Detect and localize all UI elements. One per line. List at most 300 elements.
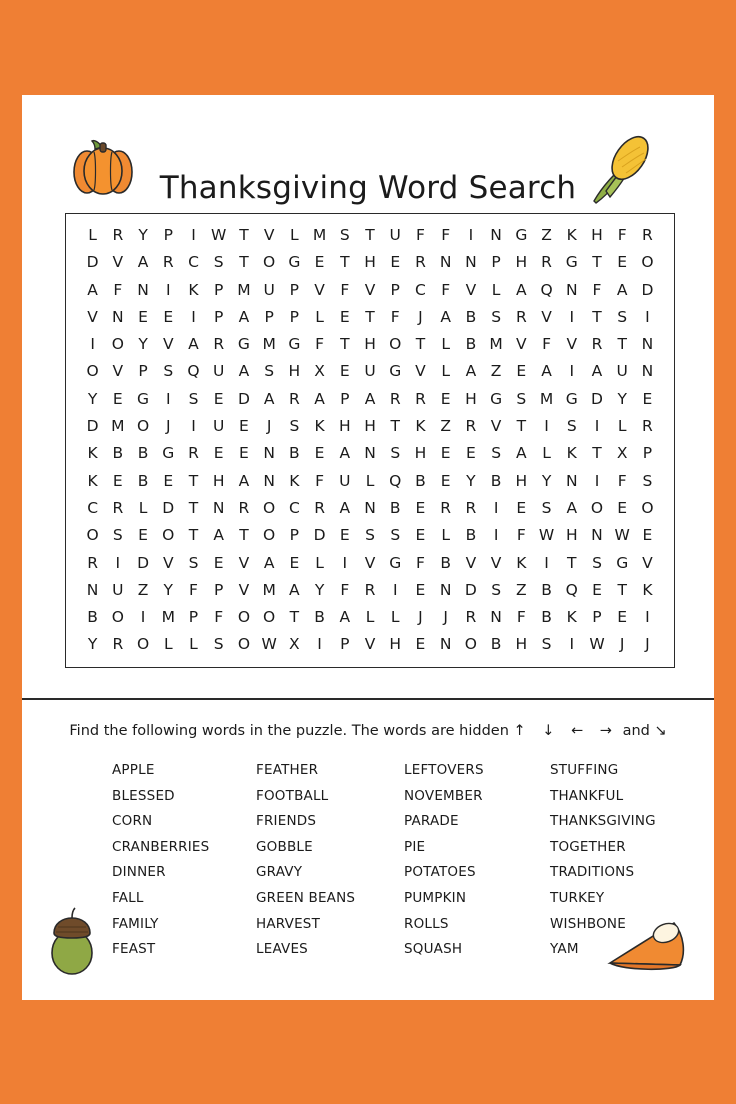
word-list-item: YAM: [550, 941, 579, 958]
grid-cell: I: [569, 362, 575, 381]
grid-cell: N: [565, 471, 578, 490]
grid-cell: W: [614, 526, 630, 545]
grid-cell: I: [594, 417, 600, 436]
grid-cell: V: [87, 307, 98, 326]
grid-cell: E: [617, 608, 628, 627]
grid-cell: E: [642, 526, 653, 545]
grid-cell: P: [289, 526, 300, 545]
grid-cell: E: [516, 498, 527, 517]
word-list-item: TOGETHER: [550, 838, 626, 855]
grid-cell: R: [314, 498, 325, 517]
grid-cell: A: [339, 498, 351, 517]
grid-cell: H: [389, 635, 402, 654]
grid-cell: U: [389, 226, 401, 244]
grid-cell: V: [642, 553, 653, 572]
grid-cell: F: [592, 280, 602, 299]
grid-cell: I: [342, 553, 348, 572]
grid-cell: I: [191, 307, 196, 326]
grid-cell: L: [163, 635, 173, 654]
grid-cell: S: [491, 444, 502, 463]
grid-cell: F: [189, 580, 198, 599]
grid-cell: A: [516, 444, 527, 463]
grid-cell: B: [289, 444, 300, 463]
grid-cell: I: [115, 553, 121, 572]
grid-cell: I: [594, 471, 600, 490]
grid-cell: T: [188, 526, 199, 545]
grid-cell: W: [589, 635, 605, 654]
grid-cell: S: [289, 417, 300, 436]
grid-cell: Y: [314, 580, 325, 599]
grid-cell: G: [137, 389, 150, 408]
grid-cell: G: [565, 253, 578, 272]
grid-cell: E: [112, 389, 123, 408]
word-list: [90, 758, 674, 963]
word-list-column: [236, 758, 380, 963]
grid-cell: I: [645, 307, 650, 326]
grid-cell: R: [465, 498, 477, 517]
grid-cell: T: [188, 471, 199, 490]
grid-cell: I: [165, 389, 171, 408]
grid-cell: R: [642, 226, 653, 244]
grid-cell: E: [440, 471, 451, 490]
grid-cell: Y: [617, 389, 627, 408]
grid-cell: A: [263, 553, 275, 572]
grid-cell: Y: [163, 580, 173, 599]
grid-cell: I: [140, 608, 146, 627]
grid-cell: A: [263, 389, 275, 408]
grid-cell: I: [90, 335, 95, 354]
grid-cell: N: [86, 580, 99, 599]
grid-cell: N: [212, 498, 225, 517]
grid-cell: F: [390, 307, 400, 326]
grid-cell: F: [441, 280, 451, 299]
grid-cell: H: [364, 253, 376, 272]
grid-cell: M: [262, 580, 276, 599]
grid-cell: N: [137, 280, 149, 299]
word-list-item: TRADITIONS: [550, 864, 635, 881]
grid-cell: S: [566, 417, 577, 436]
grid-cell: Z: [137, 580, 149, 599]
grid-cell: C: [415, 280, 426, 299]
word-list-item: FOOTBALL: [256, 787, 329, 804]
acorn-icon: [42, 905, 102, 977]
grid-cell: E: [213, 389, 224, 408]
grid-cell: Q: [540, 280, 553, 299]
grid-cell: I: [191, 417, 196, 436]
grid-cell: R: [188, 444, 199, 463]
grid-cell: R: [112, 635, 124, 654]
grid-cell: O: [641, 498, 654, 517]
grid-cell: O: [263, 498, 276, 517]
grid-cell: M: [312, 226, 327, 244]
grid-cell: S: [642, 471, 653, 490]
grid-cell: A: [314, 389, 325, 408]
grid-cell: E: [138, 526, 148, 545]
word-list-item: WISHBONE: [550, 915, 626, 932]
grid-cell: E: [516, 362, 527, 381]
grid-cell: Z: [516, 580, 527, 599]
grid-cell: B: [415, 471, 426, 490]
grid-cell: U: [213, 417, 225, 436]
grid-cell: A: [591, 362, 603, 381]
grid-cell: K: [188, 280, 199, 299]
grid-cell: R: [112, 498, 124, 517]
grid-cell: T: [239, 526, 249, 545]
grid-row: [80, 553, 660, 572]
grid-cell: P: [642, 444, 653, 463]
grid-cell: Z: [541, 226, 552, 244]
grid-cell: N: [490, 608, 502, 627]
grid-cell: L: [542, 444, 551, 463]
grid-cell: J: [443, 608, 448, 627]
grid-cell: F: [617, 471, 627, 490]
word-list-item: HARVEST: [256, 915, 321, 932]
grid-cell: B: [137, 444, 149, 463]
grid-cell: L: [138, 498, 148, 517]
grid-cell: E: [239, 444, 249, 463]
grid-cell: T: [239, 253, 249, 272]
grid-cell: E: [390, 253, 401, 272]
grid-cell: I: [569, 635, 575, 654]
grid-cell: N: [465, 253, 477, 272]
grid-cell: U: [364, 362, 376, 381]
grid-cell: A: [137, 253, 149, 272]
grid-cell: Z: [440, 417, 451, 436]
grid-row: [80, 446, 660, 462]
grid-cell: V: [112, 253, 124, 272]
grid-cell: F: [214, 608, 224, 627]
grid-cell: X: [616, 444, 628, 463]
grid-cell: L: [88, 226, 97, 244]
grid-row: [80, 364, 660, 380]
grid-cell: A: [238, 471, 250, 490]
grid-cell: M: [539, 389, 554, 408]
grid-cell: U: [339, 471, 351, 490]
grid-cell: I: [191, 226, 196, 244]
title-row: [22, 95, 714, 206]
grid-cell: D: [86, 417, 99, 436]
grid-cell: Z: [490, 362, 502, 381]
word-list-item: CRANBERRIES: [112, 838, 210, 855]
grid-cell: L: [441, 526, 450, 545]
grid-cell: E: [163, 471, 174, 490]
grid-cell: P: [264, 307, 274, 326]
grid-cell: J: [418, 307, 423, 326]
grid-cell: N: [591, 526, 603, 545]
grid-cell: E: [112, 471, 123, 490]
grid-cell: A: [87, 280, 98, 299]
grid-cell: R: [541, 253, 552, 272]
grid-cell: A: [188, 335, 199, 354]
grid-cell: L: [441, 335, 450, 354]
grid-cell: L: [365, 608, 375, 627]
grid-cell: S: [491, 580, 502, 599]
grid-cell: F: [340, 580, 350, 599]
grid-cell: R: [389, 389, 401, 408]
grid-cell: U: [263, 280, 275, 299]
grid-cell: E: [339, 526, 350, 545]
grid-cell: H: [364, 417, 376, 436]
word-list-item: FEATHER: [256, 762, 319, 778]
word-list-item: ROLLS: [404, 915, 449, 932]
grid-cell: B: [541, 580, 552, 599]
grid-cell: E: [440, 444, 451, 463]
grid-cell: K: [289, 471, 300, 490]
grid-cell: A: [238, 362, 250, 381]
grid-cell: J: [165, 417, 171, 436]
grid-cell: T: [239, 226, 249, 244]
grid-cell: E: [163, 307, 174, 326]
grid-cell: D: [237, 389, 250, 408]
grid-cell: R: [465, 608, 477, 627]
grid-cell: P: [340, 635, 350, 654]
grid-cell: H: [515, 253, 528, 272]
grid-cell: S: [163, 362, 174, 381]
grid-cell: I: [569, 307, 575, 326]
grid-cell: D: [162, 498, 175, 517]
grid-cell: O: [237, 635, 251, 654]
grid-cell: S: [592, 553, 602, 572]
grid-cell: K: [566, 226, 577, 244]
grid-cell: G: [515, 226, 528, 244]
grid-cell: O: [590, 498, 604, 517]
grid-cell: E: [314, 444, 325, 463]
grid-cell: D: [464, 580, 477, 599]
grid-cell: G: [288, 253, 301, 272]
grid-cell: K: [566, 608, 577, 627]
grid-cell: B: [87, 608, 98, 627]
grid-cell: N: [112, 307, 124, 326]
grid-cell: A: [339, 608, 351, 627]
word-list-item: PIE: [404, 838, 426, 855]
grid-cell: L: [365, 471, 375, 490]
word-list-item: CORN: [112, 813, 153, 830]
grid-row: [80, 637, 660, 653]
word-list-column: [90, 758, 236, 963]
grid-cell: O: [111, 335, 124, 354]
grid-cell: P: [592, 608, 602, 627]
grid-cell: D: [86, 253, 99, 272]
grid-cell: G: [162, 444, 175, 463]
grid-row: [80, 580, 660, 599]
grid-cell: F: [340, 280, 350, 299]
grid-cell: V: [541, 307, 552, 326]
grid-cell: O: [111, 608, 124, 627]
grid-cell: H: [212, 471, 225, 490]
grid-cell: S: [112, 526, 123, 545]
grid-cell: R: [87, 553, 98, 572]
grid-cell: E: [339, 307, 350, 326]
grid-cell: D: [591, 389, 603, 408]
grid-cell: W: [261, 635, 277, 654]
grid-cell: N: [641, 335, 654, 354]
grid-cell: V: [364, 553, 376, 572]
grid-cell: G: [237, 335, 250, 354]
word-list-item: SQUASH: [404, 941, 463, 958]
grid-cell: G: [288, 335, 301, 354]
grid-cell: T: [592, 253, 602, 272]
word-list-column: [380, 758, 528, 963]
grid-cell: V: [490, 553, 502, 572]
grid-cell: V: [364, 635, 376, 654]
grid-cell: P: [214, 580, 224, 599]
word-list-item: THANKSGIVING: [550, 813, 656, 830]
grid-cell: T: [365, 226, 375, 244]
grid-cell: T: [289, 608, 300, 627]
grid-cell: T: [592, 307, 602, 326]
grid-row: [80, 610, 660, 626]
word-list-item: GRAVY: [256, 864, 303, 881]
grid-cell: Y: [138, 226, 148, 244]
grid-cell: N: [364, 444, 376, 463]
grid-cell: F: [516, 608, 526, 627]
word-list-item: THANKFUL: [550, 787, 624, 804]
grid-cell: D: [313, 526, 326, 545]
grid-cell: X: [289, 635, 300, 654]
grid-cell: S: [188, 553, 199, 572]
grid-cell: K: [642, 580, 653, 599]
grid-cell: V: [566, 335, 578, 354]
grid-cell: Y: [87, 635, 98, 654]
grid-cell: H: [288, 362, 301, 381]
grid-cell: M: [237, 280, 251, 299]
section-divider: [22, 698, 714, 700]
grid-row: [80, 471, 660, 490]
grid-cell: B: [541, 608, 552, 627]
grid-cell: E: [617, 498, 628, 517]
grid-cell: O: [389, 335, 402, 354]
grid-cell: A: [238, 307, 250, 326]
grid-cell: S: [541, 635, 552, 654]
grid-cell: I: [493, 498, 499, 517]
grid-cell: P: [188, 608, 199, 627]
grid-cell: T: [390, 417, 400, 436]
grid-cell: R: [364, 580, 376, 599]
grid-cell: V: [465, 280, 477, 299]
grid-cell: S: [516, 389, 527, 408]
grid-cell: N: [263, 471, 275, 490]
grid-cell: B: [314, 608, 325, 627]
grid-cell: T: [188, 498, 199, 517]
page-title: Thanksgiving Word Search: [159, 169, 577, 206]
grid-cell: R: [112, 226, 124, 244]
grid-cell: A: [339, 444, 351, 463]
grid-cell: R: [591, 335, 603, 354]
grid-cell: L: [617, 417, 627, 436]
grid-cell: L: [441, 362, 450, 381]
grid-cell: K: [415, 417, 426, 436]
grid-cell: S: [339, 226, 350, 244]
word-list-item: NOVEMBER: [404, 787, 483, 804]
grid-cell: G: [616, 553, 629, 572]
grid-cell: N: [439, 253, 452, 272]
grid-cell: J: [645, 635, 650, 654]
grid-cell: V: [314, 280, 325, 299]
grid-cell: O: [237, 608, 251, 627]
grid-cell: L: [315, 307, 324, 326]
grid-cell: J: [266, 417, 272, 436]
word-list-item: FAMILY: [112, 915, 159, 932]
grid-cell: U: [213, 362, 225, 381]
grid-cell: E: [415, 526, 426, 545]
grid-cell: O: [464, 635, 477, 654]
grid-row: [80, 528, 660, 544]
grid-cell: O: [162, 526, 175, 545]
grid-cell: V: [238, 580, 250, 599]
grid-cell: V: [238, 553, 250, 572]
grid-cell: F: [516, 526, 526, 545]
grid-cell: V: [490, 417, 502, 436]
grid-cell: A: [541, 362, 552, 381]
grid-cell: A: [566, 498, 578, 517]
grid-cell: A: [440, 307, 451, 326]
grid-cell: V: [263, 226, 275, 244]
word-list-item: LEAVES: [256, 941, 308, 958]
word-list-item: PARADE: [404, 813, 459, 830]
grid-row: [80, 337, 660, 353]
grid-cell: C: [87, 498, 99, 517]
grid-cell: T: [617, 335, 627, 354]
grid-cell: U: [616, 362, 628, 381]
grid-cell: F: [113, 280, 123, 299]
word-list-item: FRIENDS: [256, 813, 317, 830]
grid-cell: P: [163, 226, 173, 244]
grid-row: [80, 498, 660, 517]
grid-cell: H: [515, 635, 528, 654]
grid-cell: E: [339, 362, 350, 381]
grid-cell: C: [288, 498, 300, 517]
grid-cell: M: [111, 417, 125, 436]
grid-cell: B: [137, 471, 149, 490]
grid-cell: I: [392, 580, 398, 599]
grid-cell: E: [239, 417, 249, 436]
grid-cell: B: [440, 553, 451, 572]
grid-cell: E: [415, 635, 426, 654]
word-list-item: FEAST: [112, 941, 156, 958]
grid-cell: I: [645, 608, 650, 627]
grid-cell: G: [389, 362, 402, 381]
grid-cell: H: [414, 444, 427, 463]
grid-cell: N: [641, 362, 654, 381]
grid-cell: S: [541, 498, 552, 517]
grid-cell: G: [389, 553, 402, 572]
grid-cell: N: [490, 226, 502, 244]
grid-row: [80, 255, 660, 271]
grid-cell: A: [213, 526, 224, 545]
grid-cell: Y: [466, 471, 476, 490]
grid-cell: S: [365, 526, 375, 545]
grid-cell: G: [565, 389, 578, 408]
grid-cell: K: [87, 471, 98, 490]
grid-cell: L: [315, 553, 324, 572]
grid-cell: B: [465, 526, 477, 545]
grid-cell: V: [162, 335, 174, 354]
grid-cell: A: [465, 362, 477, 381]
grid-cell: P: [214, 280, 224, 299]
grid-cell: A: [289, 580, 300, 599]
grid-cell: O: [136, 635, 150, 654]
grid-cell: S: [213, 635, 224, 654]
word-list-item: TURKEY: [550, 889, 605, 906]
grid-cell: R: [642, 417, 653, 436]
grid-cell: L: [390, 608, 400, 627]
grid-cell: F: [315, 471, 325, 490]
grid-cell: H: [515, 471, 528, 490]
grid-cell: H: [338, 417, 351, 436]
grid-cell: V: [415, 362, 426, 381]
grid-cell: N: [439, 635, 452, 654]
grid-cell: Q: [389, 471, 402, 490]
